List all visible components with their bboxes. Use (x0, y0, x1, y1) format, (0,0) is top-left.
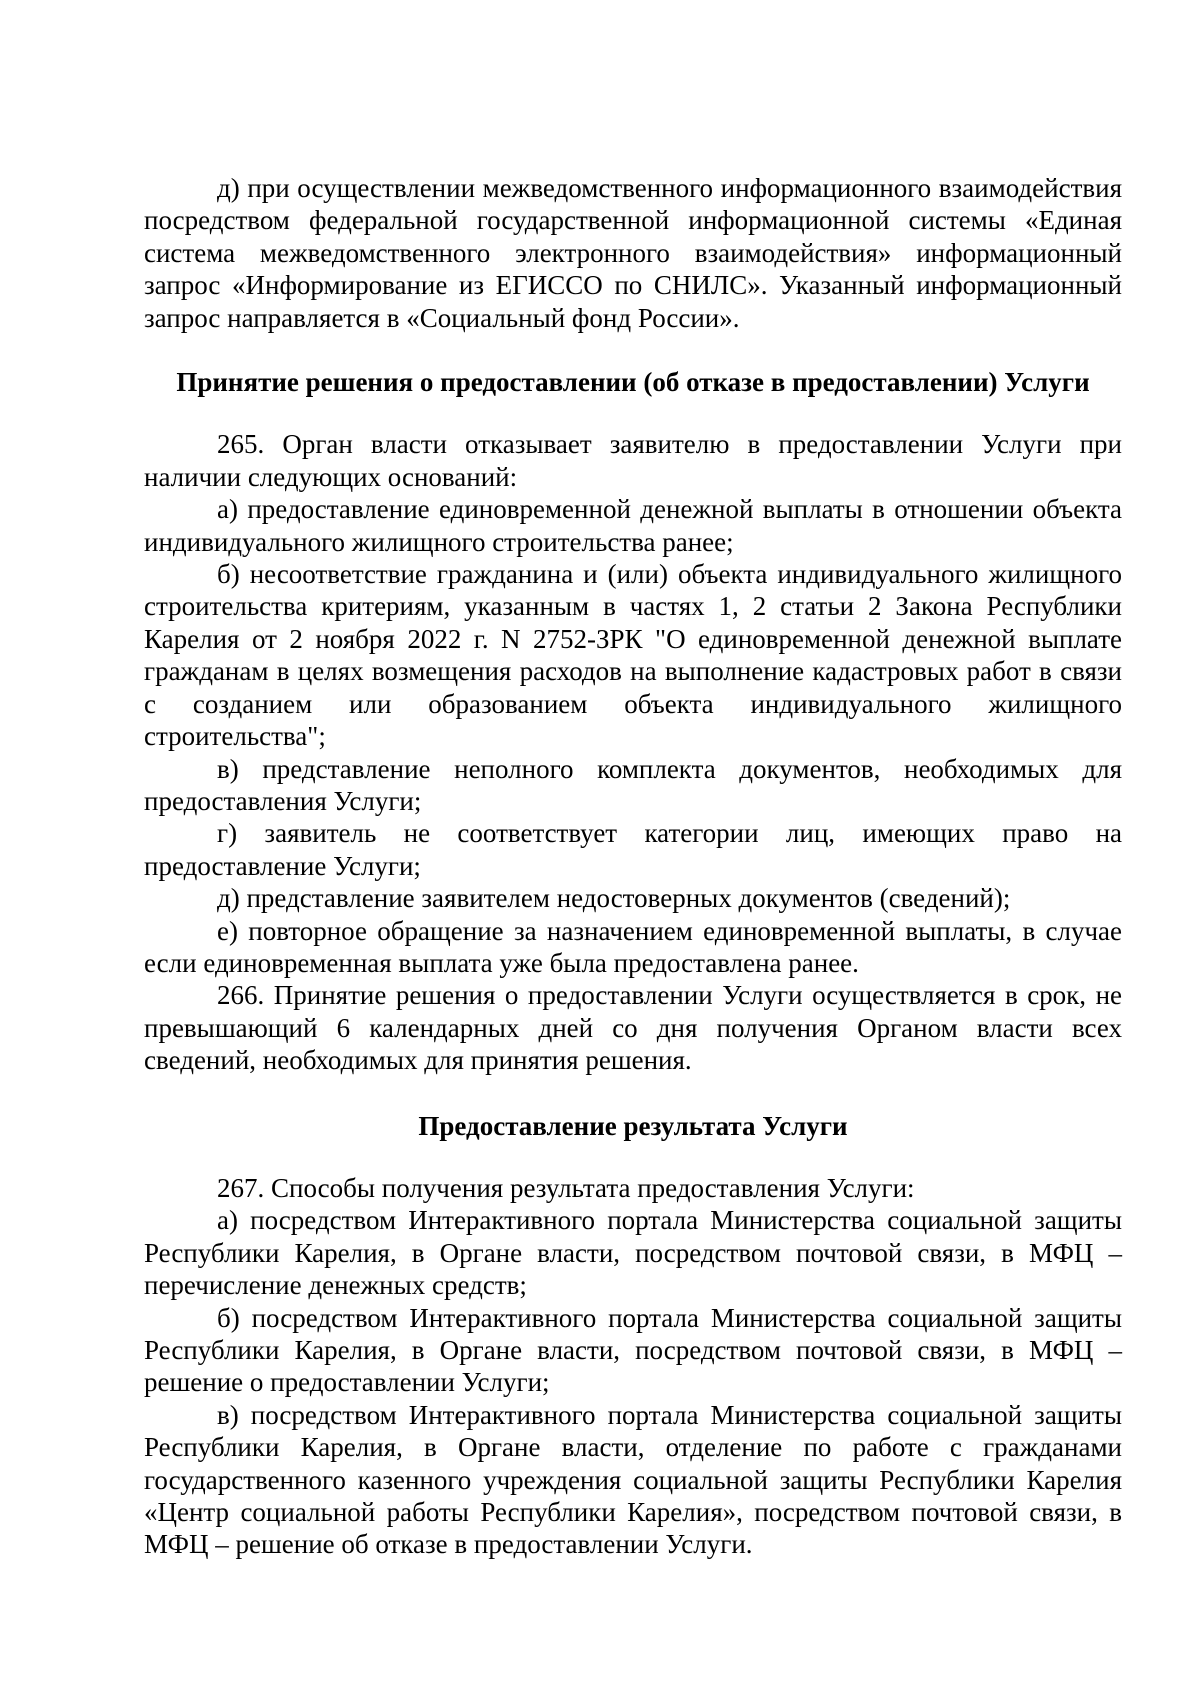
paragraph-267-a: а) посредством Интерактивного портала Министерства социальной защиты Республики Карелия, в Органе власти, посредством почтовой связи, в МФЦ – перечисление денежных средств; (144, 1205, 1122, 1301)
paragraph-265-v: в) представление неполного комплекта документов, необходимых для предоставления Услуги; (144, 753, 1122, 816)
paragraph-267: 267. Способы получения результата предоставления Услуги: (217, 1172, 915, 1203)
paragraph-265-g: г) заявитель не соответствует категории лиц, имеющих право на предоставление Услуги; (144, 818, 1122, 881)
document-body (144, 172, 1122, 1561)
paragraph-265-b: б) несоответствие гражданина и (или) объекта индивидуального жилищного строительства критериям, указанным в частях 1, 2 статьи 2 Закона Республики Карелия от 2 ноября 2022 г. N 2752-ЗРК "О единовременной денежной выплате гражданам в целях возмещения расходов на выполнение кадастровых работ в связи с созданием или образованием объекта индивидуального жилищного строительства"; (144, 559, 1122, 752)
section-heading-decision: Принятие решения о предоставлении (об отказе в предоставлении) Услуги (176, 367, 1090, 398)
paragraph-266: 266. Принятие решения о предоставлении Услуги осуществляется в срок, не превышающий 6 календарных дней со дня получения Органом власти всех сведений, необходимых для принятия решения. (144, 980, 1122, 1076)
paragraph-265-e: е) повторное обращение за назначением единовременной выплаты, в случае если единовременная выплата уже была предоставлена ранее. (144, 915, 1122, 978)
paragraph-item-d-intro: д) при осуществлении межведомственного информационного взаимодействия посредством федеральной государственной информационной системы «Единая система межведомственного электронного взаимодействия» информационный запрос «Информирование из ЕГИССО по СНИЛС». Указанный информационный запрос направляется в «Социальный фонд России». (144, 173, 1122, 333)
paragraph-265-a: а) предоставление единовременной денежной выплаты в отношении объекта индивидуального жилищного строительства ранее; (144, 494, 1122, 557)
paragraph-265-d: д) представление заявителем недостоверных документов (сведений); (217, 883, 1011, 914)
paragraph-265: 265. Орган власти отказывает заявителю в предоставлении Услуги при наличии следующих оснований: (144, 429, 1122, 492)
paragraph-267-b: б) посредством Интерактивного портала Министерства социальной защиты Республики Карелия, в Органе власти, посредством почтовой связи, в МФЦ – решение о предоставлении Услуги; (144, 1302, 1122, 1398)
section-heading-result: Предоставление результата Услуги (418, 1110, 848, 1141)
paragraph-267-v: в) посредством Интерактивного портала Министерства социальной защиты Республики Карелия, в Органе власти, отделение по работе с гражданами государственного казенного учреждения социальной защиты Республики Карелия «Центр социальной работы Республики Карелия», посредством почтовой связи, в МФЦ – решение об отказе в предоставлении Услуги. (144, 1399, 1122, 1560)
